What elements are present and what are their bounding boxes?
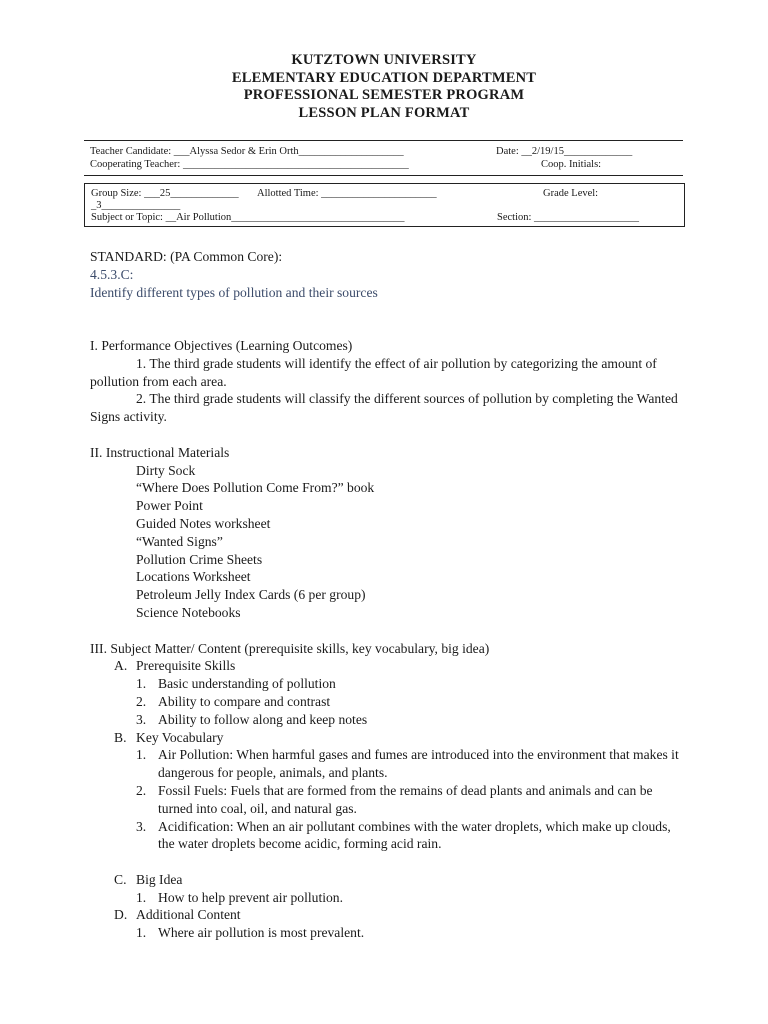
material-item: Guided Notes worksheet bbox=[136, 515, 271, 531]
standard-text: Identify different types of pollution and their sources bbox=[90, 284, 378, 300]
grade-level-field: Grade Level: bbox=[543, 188, 599, 199]
key-vocabulary-heading: B. Key Vocabulary bbox=[114, 729, 224, 745]
vocabulary-item: 1. Air Pollution: When harmful gases and fumes are introduced into the environment that makes it dangerous for people, animals, and plants. bbox=[136, 747, 679, 781]
vocabulary-item: 2. Fossil Fuels: Fuels that are formed from the remains of dead plants and animals and can be turned into coal, oil, and natural gas. bbox=[136, 782, 653, 816]
list-item: 1. Where air pollution is most prevalent. bbox=[136, 925, 365, 941]
standard-heading: STANDARD: (PA Common Core): bbox=[90, 249, 283, 264]
subject-field: Subject or Topic: __Air Pollution_________________________________ bbox=[91, 212, 405, 223]
vocabulary-item: 3. Acidification: When an air pollutant combines with the water droplets, which make up clouds, the water droplets become acidic, forming acid rain. bbox=[136, 818, 671, 852]
lesson-body bbox=[90, 248, 690, 942]
big-idea-heading: C. Big Idea bbox=[114, 871, 183, 887]
prerequisite-skills-heading: A. Prerequisite Skills bbox=[114, 658, 236, 674]
coop-initials-field: Coop. Initials: bbox=[541, 159, 602, 170]
material-item: “Where Does Pollution Come From?” book bbox=[136, 480, 375, 496]
material-item: Petroleum Jelly Index Cards (6 per group) bbox=[136, 587, 366, 603]
standard-code: 4.5.3.C: bbox=[90, 266, 134, 282]
grade-level-value: _3_______________ bbox=[91, 200, 181, 211]
additional-content-heading: D. Additional Content bbox=[114, 907, 241, 923]
subject-matter-heading: III. Subject Matter/ Content (prerequisite skills, key vocabulary, big idea) bbox=[90, 640, 490, 656]
list-item: 3. Ability to follow along and keep notes bbox=[136, 711, 368, 727]
date-field: Date: __2/19/15_____________ bbox=[496, 146, 633, 157]
section-field: Section: ____________________ bbox=[497, 212, 640, 223]
objective-item: 1. The third grade students will identify the effect of air pollution by categorizing the amount of pollution from each area. bbox=[90, 355, 657, 389]
allotted-time-field: Allotted Time: ______________________ bbox=[257, 188, 437, 199]
form-title: LESSON PLAN FORMAT bbox=[298, 104, 470, 121]
list-item: 1. How to help prevent air pollution. bbox=[136, 889, 343, 905]
objectives-heading: I. Performance Objectives (Learning Outcomes) bbox=[90, 337, 353, 353]
university-name: KUTZTOWN UNIVERSITY bbox=[291, 52, 477, 68]
objective-item: 2. The third grade students will classify the different sources of pollution by completing the Wanted Signs activity. bbox=[90, 391, 678, 425]
lesson-info-box bbox=[84, 183, 685, 227]
materials-heading: II. Instructional Materials bbox=[90, 444, 230, 460]
program-name: PROFESSIONAL SEMESTER PROGRAM bbox=[243, 87, 525, 103]
material-item: Science Notebooks bbox=[136, 604, 241, 620]
list-item: 1. Basic understanding of pollution bbox=[136, 676, 336, 692]
department-name: ELEMENTARY EDUCATION DEPARTMENT bbox=[231, 69, 537, 86]
material-item: Power Point bbox=[136, 498, 203, 514]
group-size-field: Group Size: ___25_____________ bbox=[91, 188, 239, 199]
material-item: Locations Worksheet bbox=[136, 569, 251, 585]
material-item: “Wanted Signs” bbox=[136, 533, 223, 549]
teacher-candidate-field: Teacher Candidate: ___Alyssa Sedor & Erin Orth____________________ bbox=[90, 146, 404, 157]
cooperating-teacher-field: Cooperating Teacher: ___________________________________________ bbox=[90, 159, 409, 170]
material-item: Dirty Sock bbox=[136, 462, 196, 478]
list-item: 2. Ability to compare and contrast bbox=[136, 693, 331, 709]
candidate-info-box bbox=[84, 140, 683, 176]
material-item: Pollution Crime Sheets bbox=[136, 551, 263, 567]
document-header bbox=[0, 52, 768, 122]
